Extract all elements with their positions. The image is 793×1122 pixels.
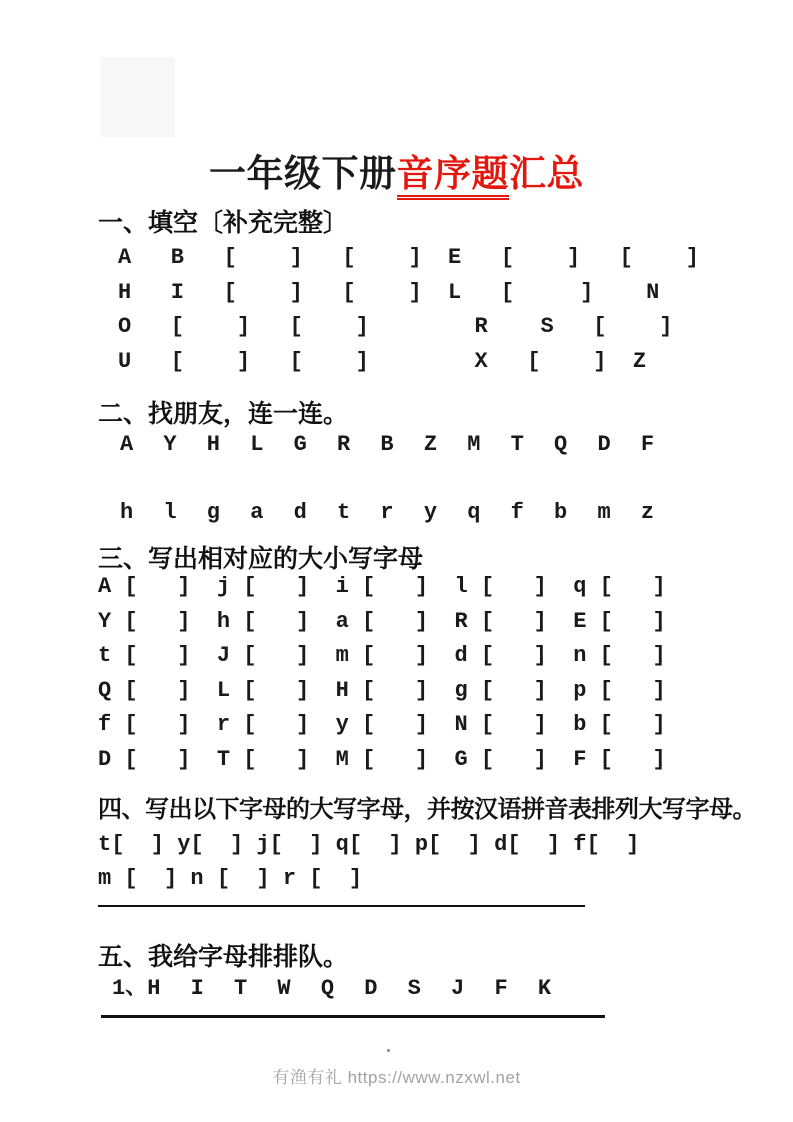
section4-row-2: m [ ] n [ ] r [ ] [98, 866, 363, 891]
pair-row: D [ ] T [ ] M [ ] G [ ] F [ ] [98, 746, 666, 772]
section4-row-1: t[ ] y[ ] j[ ] q[ ] p[ ] d[ ] f[ ] [98, 832, 640, 857]
section2-heading: 二、找朋友，连一连。 [98, 400, 349, 428]
section2-uppercase-row: A Y H L G R B Z M T Q D F [120, 432, 655, 457]
pair-row: Y [ ] h [ ] a [ ] R [ ] E [ ] [98, 608, 666, 634]
section5-heading: 五、我给字母排排队。 [98, 943, 349, 971]
section3-pair-rows [98, 570, 666, 777]
fill-row: O [ ] [ ] R S [ ] [118, 314, 673, 339]
fill-row: H I [ ] [ ] L [ ] N [118, 279, 660, 305]
letters-to-sort: H I T W Q D S J F K [147, 976, 552, 1001]
stray-dot-mark [387, 1049, 390, 1052]
page-title [0, 143, 793, 197]
title-highlight: 音序题 [397, 153, 510, 200]
pair-row: Q [ ] L [ ] H [ ] g [ ] p [ ] [98, 677, 666, 703]
section4-heading: 四、写出以下字母的大写字母，并按汉语拼音表排列大写字母。 [98, 796, 756, 823]
pair-row: f [ ] r [ ] y [ ] N [ ] b [ ] [98, 712, 666, 737]
title-prefix: 一年级下册 [209, 153, 397, 194]
fill-row: A B [ ] [ ] E [ ] [ ] [118, 245, 699, 270]
section5-item-row [112, 972, 551, 1007]
section1-heading: 一、填空〔补充完整〕 [98, 209, 349, 237]
title-suffix: 汇总 [509, 153, 584, 194]
section1-fill-rows [118, 241, 699, 379]
answer-line-2 [101, 1015, 605, 1018]
answer-line-1 [98, 905, 585, 907]
fill-row: U [ ] [ ] X [ ] Z [118, 348, 647, 374]
section3-heading: 三、写出相对应的大小写字母 [98, 545, 424, 573]
section2-lowercase-row: h l g a d t r y q f b m z [120, 500, 655, 525]
watermark-footer: 有渔有礼 https://www.nzxwl.net [272, 1068, 521, 1087]
item-number: 1、 [112, 976, 148, 1001]
pair-row: A [ ] j [ ] i [ ] l [ ] q [ ] [98, 574, 666, 599]
faded-watermark-box [100, 57, 175, 137]
pair-row: t [ ] J [ ] m [ ] d [ ] n [ ] [98, 643, 666, 668]
